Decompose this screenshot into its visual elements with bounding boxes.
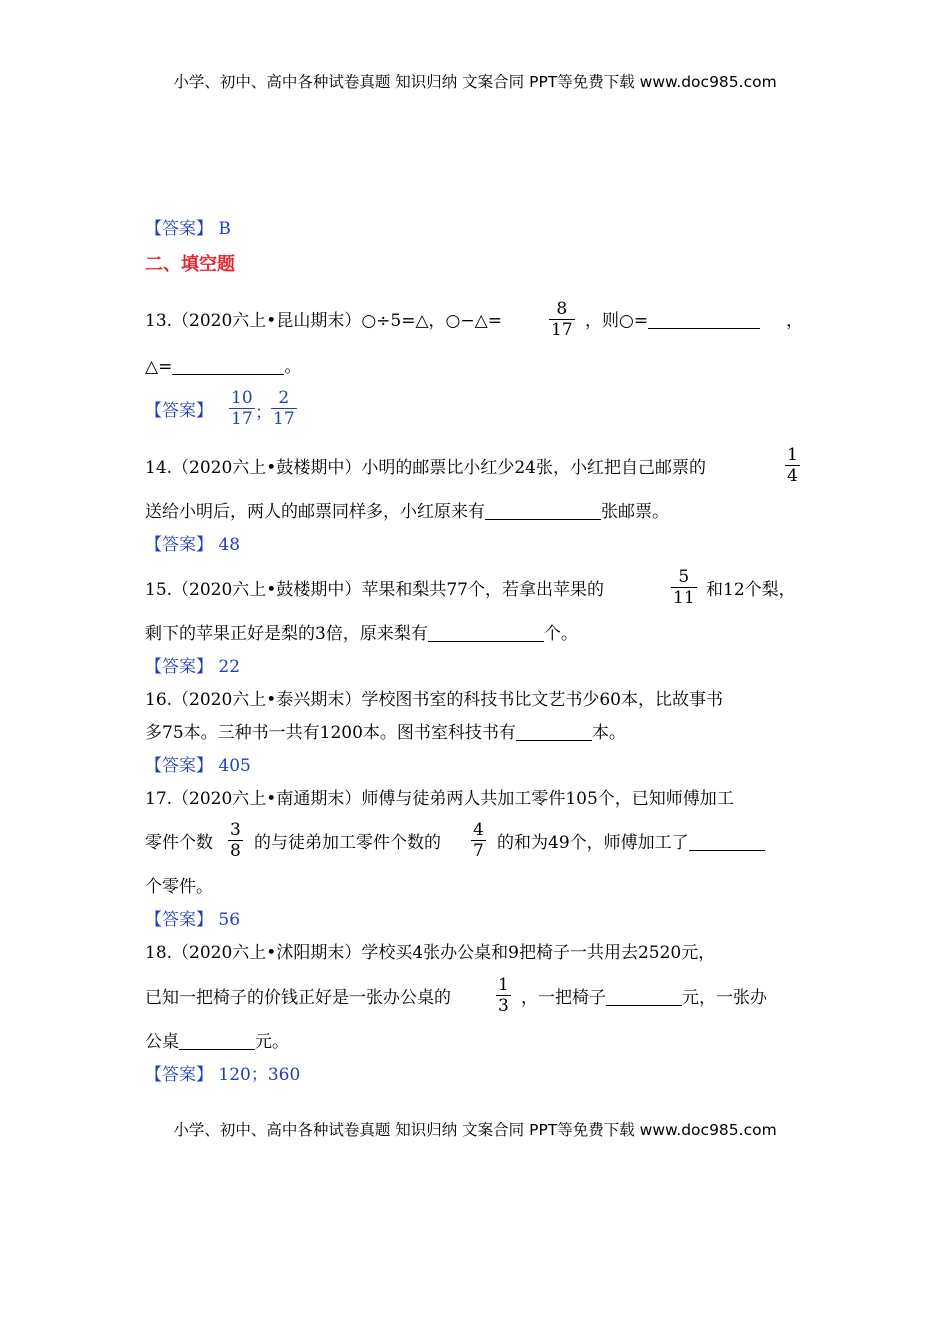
answer-label: 【答案】: [145, 219, 213, 239]
fraction-numerator: 8: [556, 299, 568, 319]
q16-text: 本。: [591, 723, 626, 743]
q13-text: ，则○=: [585, 311, 649, 331]
answer-blank[interactable]: [485, 501, 601, 520]
question-18-line2a: [145, 986, 451, 1010]
question-16-line2: [145, 721, 626, 745]
q17-fraction2: [471, 820, 486, 861]
q13-text: 。: [284, 357, 302, 377]
q15-fraction: [671, 567, 697, 608]
fraction-denominator: 17: [231, 409, 253, 429]
question-15-line1b: [706, 578, 796, 602]
question-18-line1: [145, 941, 715, 965]
q18-text: 已知一把椅子的价钱正好是一张办公桌的: [145, 988, 451, 1008]
answer-blank[interactable]: [606, 987, 682, 1006]
question-18-line3: [145, 1030, 289, 1054]
question-15-line1: [145, 578, 604, 602]
q15-text: 剩下的苹果正好是梨的3倍，原来梨有: [145, 624, 428, 644]
q16-text: 多75本。三种书一共有1200本。图书室科技书有: [145, 723, 516, 743]
question-13-line2: [145, 355, 301, 379]
answer-17: [145, 908, 240, 932]
q14-text: 张邮票。: [601, 502, 669, 522]
question-13-line1: [145, 309, 502, 333]
answer-value: 56: [218, 910, 241, 930]
q17-text: 个零件。: [145, 877, 213, 897]
q18-fraction: [496, 975, 511, 1016]
fraction-numerator: 1: [787, 445, 798, 465]
q14-text: 送给小明后，两人的邮票同样多，小红原来有: [145, 502, 485, 522]
answer-blank[interactable]: [428, 623, 544, 642]
question-18-line2b: [521, 986, 767, 1010]
fraction-numerator: 4: [473, 820, 484, 840]
question-17-line2b: [254, 831, 441, 855]
answer-value: 120；360: [218, 1065, 301, 1085]
fraction-denominator: 17: [273, 409, 295, 429]
fraction-denominator: 17: [551, 320, 573, 340]
q13-text: △=: [145, 357, 173, 377]
fraction-numerator: 3: [230, 820, 241, 840]
q17-text: 的与徒弟加工零件个数的: [254, 833, 441, 853]
q17-text: 17.（2020六上•南通期末）师傅与徒弟两人共加工零件105个，已知师傅加工: [145, 789, 734, 809]
q14-text: 14.（2020六上•鼓楼期中）小明的邮票比小红少24张，小红把自己邮票的: [145, 458, 706, 478]
fraction-numerator: 1: [498, 975, 509, 995]
question-14-line1: [145, 456, 706, 480]
q15-text: 个。: [543, 624, 578, 644]
answer-label: 【答案】: [145, 657, 213, 677]
answer-18: [145, 1063, 300, 1087]
answer-13: [145, 399, 213, 423]
page-header: 小学、初中、高中各种试卷真题 知识归纳 文案合同 PPT等免费下载 www.doc985.com: [173, 73, 777, 91]
q15-text: 15.（2020六上•鼓楼期中）苹果和梨共77个，若拿出苹果的: [145, 580, 604, 600]
q17-text: 零件个数: [145, 833, 213, 853]
fraction-denominator: 4: [787, 466, 798, 486]
q18-text: 元。: [255, 1032, 289, 1052]
answer-value: 22: [218, 657, 241, 677]
answer-13-fraction2: [271, 388, 297, 429]
answer-blank[interactable]: [689, 832, 765, 851]
answer-12: [145, 217, 231, 241]
answer-label: 【答案】: [145, 756, 213, 776]
question-13-line1b: [585, 309, 803, 333]
question-14-line2: [145, 500, 669, 524]
answer-label: 【答案】: [145, 910, 213, 930]
answer-13-fraction1: [229, 388, 255, 429]
q13-text: 13.（2020六上•昆山期末）○÷5=△，○−△=: [145, 311, 502, 331]
fraction-numerator: 10: [231, 388, 253, 408]
fraction-denominator: 3: [498, 996, 509, 1016]
answer-value: B: [218, 219, 231, 239]
fraction-numerator: 5: [678, 567, 690, 587]
q13-fraction: [549, 299, 575, 340]
q18-text: 18.（2020六上•沭阳期末）学校买4张办公桌和9把椅子一共用去2520元，: [145, 943, 716, 963]
fraction-denominator: 8: [230, 841, 241, 861]
answer-14: [145, 533, 240, 557]
question-17-line1: [145, 787, 734, 811]
fraction-numerator: 2: [278, 388, 290, 408]
answer-label: 【答案】: [145, 401, 213, 421]
question-16-line1: [145, 688, 723, 712]
answer-13-separator: ；: [255, 403, 272, 423]
answer-15: [145, 655, 240, 679]
q18-text: 元，一张办: [682, 988, 767, 1008]
q14-fraction: [785, 445, 800, 486]
q17-fraction1: [228, 820, 243, 861]
q18-text: 公桌: [145, 1032, 179, 1052]
q13-text: ，: [786, 311, 804, 331]
answer-blank[interactable]: [172, 356, 284, 375]
q16-text: 16.（2020六上•泰兴期末）学校图书室的科技书比文艺书少60本，比故事书: [145, 690, 723, 710]
question-15-line2: [145, 622, 578, 646]
question-17-line3: [145, 875, 213, 899]
answer-16: [145, 754, 251, 778]
fraction-denominator: 11: [673, 588, 695, 608]
fraction-denominator: 7: [473, 841, 484, 861]
answer-blank[interactable]: [648, 310, 760, 329]
question-17-line2a: [145, 831, 213, 855]
answer-blank[interactable]: [516, 722, 592, 741]
answer-value: 405: [218, 756, 251, 776]
page-footer: 小学、初中、高中各种试卷真题 知识归纳 文案合同 PPT等免费下载 www.doc985.com: [173, 1121, 777, 1139]
question-17-line2c: [497, 831, 765, 855]
q15-text: 和12个梨，: [706, 580, 796, 600]
answer-label: 【答案】: [145, 1065, 213, 1085]
answer-blank[interactable]: [179, 1031, 255, 1050]
q17-text: 的和为49个，师傅加工了: [497, 833, 689, 853]
answer-value: 48: [218, 535, 241, 555]
section-title: 二、填空题: [145, 254, 235, 275]
answer-label: 【答案】: [145, 535, 213, 555]
q18-text: ，一把椅子: [521, 988, 606, 1008]
